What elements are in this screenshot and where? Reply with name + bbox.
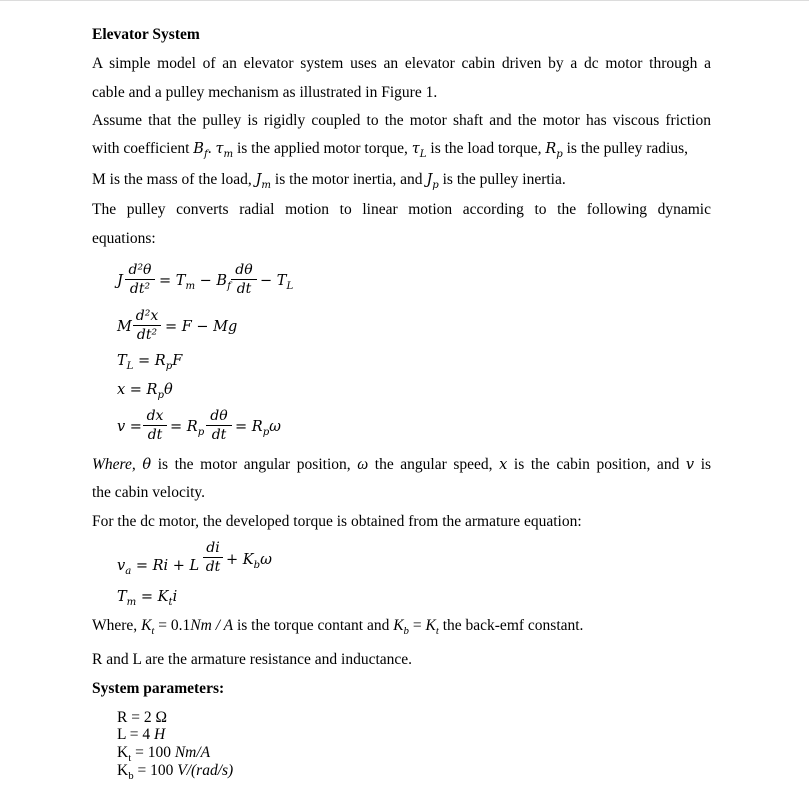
text-span: = 0.1 [158, 617, 191, 634]
param-l [117, 726, 165, 744]
where-line-2: the cabin velocity. [92, 484, 206, 501]
text-span: = 100 [137, 762, 174, 779]
document-page: Elevator System A simple model of an elevator system uses an elevator cabin driven by a dc motor through a cable and a pulley mechanism as illustrated in Figure 1. Assume that the pulley is rigidly coupled to the motor shaft and the motor has viscous friction with coefficient $B_f$. $\tau_m$ is the applied motor torque, $\tau_L$ is the load torque, $R_p$ is the pulley radius, M is the mass of the load, $J_m$ is the motor inertia, and $J_p$ is the pulley inertia. The pulley converts radial motion to linear motion according to the following dynamic equations: J d²θ dt² = $T_m - B_f$ dθ dt − $T_L$ M d²x dt² = F − Mg $T_L = R_pF$ $x = R_p\theta$ v = dx dt = $R_p$ dθ dt = $R_p\omega$ Where, θ is the motor angular position, ω the angular speed, x is the cabin position, and v is the cabin velocity. For the dc motor, the developed torque is obtained from the armature equation: $v_a = Ri + L$ di dt + $K_b\omega$ $T_m = K_ti$ Where, $K_t = 0.1Nm / A$ is the torque contant and $K_b = K_t$ the back-emf constant. R and L are the armature resistance and inductance. System parameters: R = 2 Ω L = 4 H $K_t = 100$ Nm/A $K_b = 100$ V/(rad/s) [92, 26, 712, 783]
para2-line-2: equations: [92, 230, 156, 247]
text-span: is [700, 456, 712, 473]
rl-text: R and L are the armature resistance and inductance. [92, 651, 413, 668]
text-span: is the motor angular position, [157, 456, 351, 473]
text-span: is the load torque, [430, 140, 542, 157]
text-span: H [154, 726, 166, 743]
intro-line-2: cable and a pulley mechanism as illustrated in Figure 1. [92, 84, 438, 101]
text-span: Where, [92, 456, 136, 473]
text-span: is the torque contant and [236, 617, 390, 634]
param-kt: $K_t = 100$ Nm/A [117, 744, 211, 765]
para2-line-1: The pulley converts radial motion to linear motion according to the following dynamic [92, 201, 711, 218]
text-span: is the cabin position, and [513, 456, 680, 473]
text-span: is the pulley radius, [566, 140, 689, 157]
params-title: System parameters: [92, 680, 225, 697]
equation-4: $x = R_p\theta$ [117, 382, 173, 401]
text-span: Where, [92, 617, 138, 634]
text-span: with coefficient [92, 140, 190, 157]
text-span: is the applied motor torque, [236, 140, 408, 157]
where-line-kt: Where, $K_t = 0.1Nm / A$ is the torque contant and $K_b = K_t$ the back-emf constant. [92, 617, 584, 638]
text-span: M is the mass of the load, [92, 171, 252, 188]
intro-line-3: Assume that the pulley is rigidly coupled to the motor shaft and the motor has viscous friction [92, 112, 711, 129]
intro-line-1: A simple model of an elevator system uses an elevator cabin driven by a dc motor through a [92, 55, 711, 72]
intro-line-4: with coefficient $B_f$. $\tau_m$ is the applied motor torque, $\tau_L$ is the load torque, $R_p$ is the pulley radius, [92, 140, 689, 160]
where-line-1: Where, θ is the motor angular position, ω the angular speed, x is the cabin position, and v is [92, 456, 712, 473]
page-title: Elevator System [92, 26, 200, 43]
text-span: Nm / A [190, 617, 234, 634]
text-span: is the motor inertia, and [274, 171, 423, 188]
text-span: L = 4 [117, 726, 151, 743]
text-span: Nm/A [174, 744, 211, 761]
intro-line-5: M is the mass of the load, $J_m$ is the motor inertia, and $J_p$ is the pulley inertia. [92, 171, 566, 191]
text-span: = 100 [135, 744, 171, 761]
equation-torque: $T_m = K_ti$ [117, 589, 178, 608]
dc-motor-intro: For the dc motor, the developed torque is obtained from the armature equation: [92, 513, 582, 530]
param-r: R = 2 Ω [117, 709, 167, 726]
param-kb: $K_b = 100$ V/(rad/s) [117, 762, 234, 783]
text-span: is the pulley inertia. [442, 171, 566, 188]
equation-3: $T_L = R_pF$ [117, 353, 183, 372]
text-span: the angular speed, [374, 456, 493, 473]
text-span: V/(rad/s) [177, 762, 234, 779]
text-span: the back-emf constant. [442, 617, 584, 634]
